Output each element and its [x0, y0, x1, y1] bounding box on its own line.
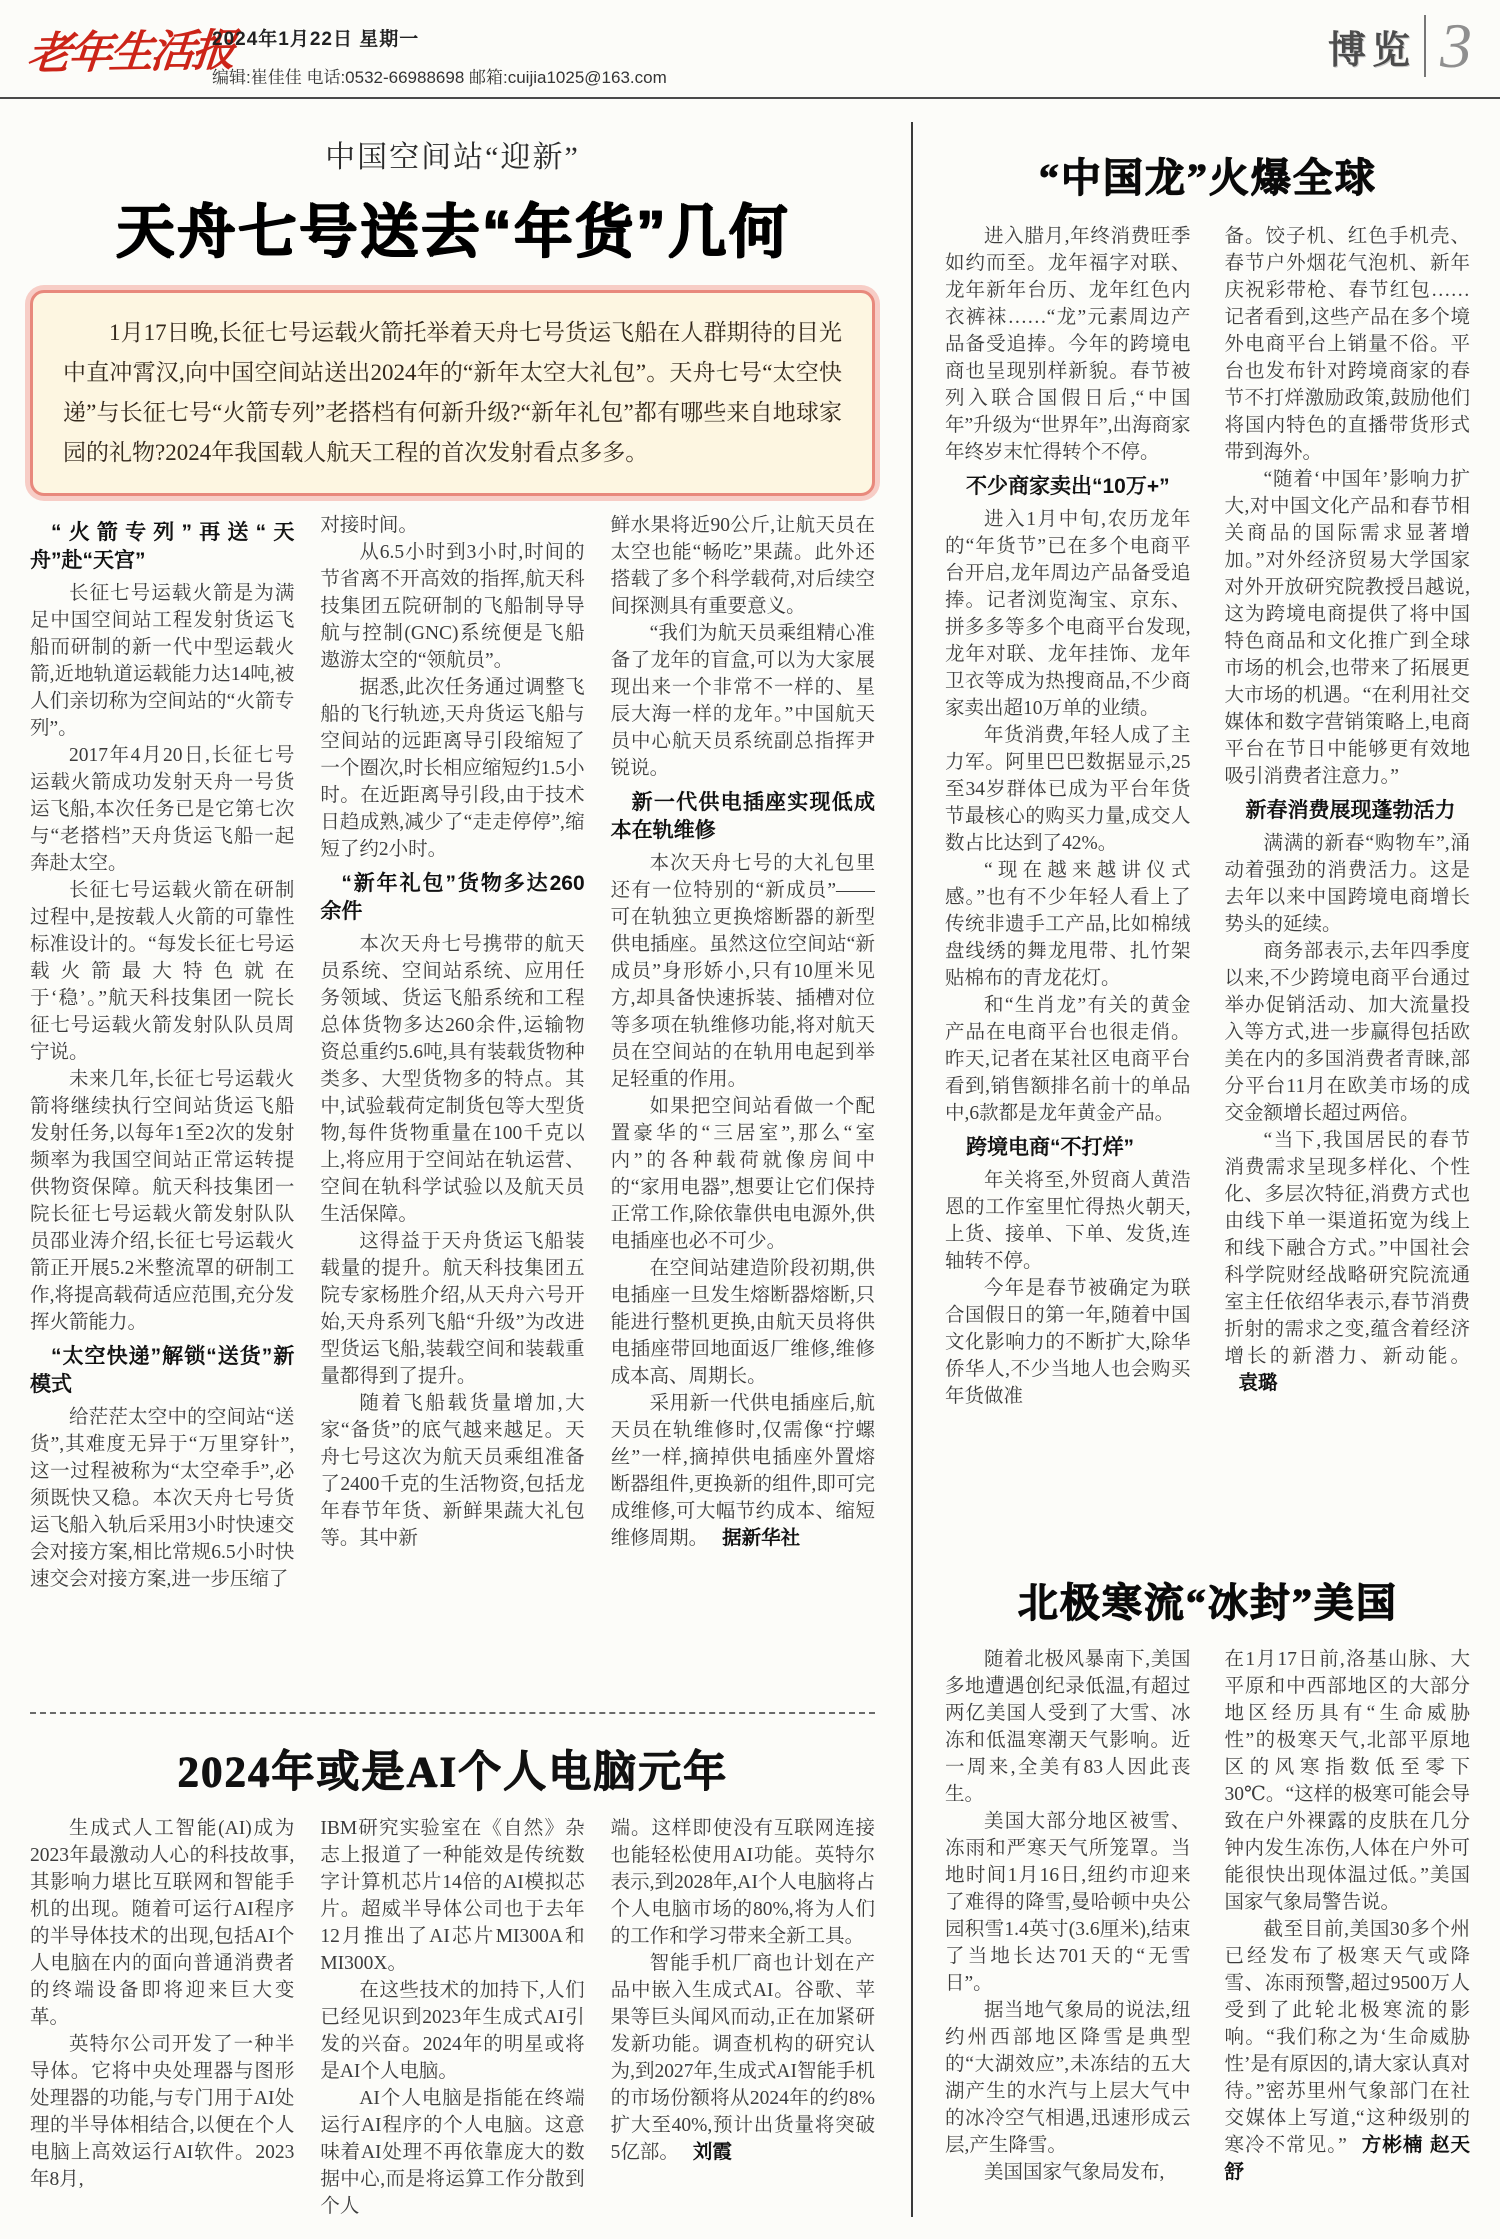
page-header	[0, 0, 1500, 99]
paragraph: 备。饺子机、红色手机壳、春节户外烟花气泡机、新年庆祝彩带枪、春节红包……记者看到,这些产品在多个境外电商平台上销量不俗。平台也发布针对跨境商家的春节不打烊激励政策,鼓励他们将国内特色的直播带货形式带到海外。	[1224, 226, 1470, 463]
byline: 方彬楠 赵天舒	[1224, 2134, 1470, 2183]
article-arctic	[945, 1571, 1470, 2206]
subheading: “新年礼包”货物多达260余件	[320, 872, 585, 923]
paragraph: 据悉,此次任务通过调整飞船的飞行轨迹,天舟货运飞船与空间站的远距离导引段缩短了一个圈次,时长相应缩短约1.5小时。在近距离导引段,由于技术日趋成熟,减少了“走走停停”,缩短了约2小时。	[320, 677, 585, 860]
paragraph: “现在越来越讲仪式感。”也有不少年轻人看上了传统非遗手工产品,比如棉绒盘线绣的舞龙甩带、扎竹架贴棉布的青龙花灯。	[945, 860, 1191, 989]
paragraph: 智能手机厂商也计划在产品中嵌入生成式AI。谷歌、苹果等巨头闻风而动,正在加紧研发新功能。调查机构的研究认为,到2027年,生成式AI智能手机的市场份额将从2024年的约8%扩大至40%,预计出货量将突破5亿部。 刘霞	[610, 1953, 875, 2163]
paragraph: 随着北极风暴南下,美国多地遭遇创纪录低温,有超过两亿美国人受到了大雪、冰冻和低温寒潮天气影响。近一周来,全美有83人因此丧生。	[945, 1649, 1191, 1805]
paragraph: 年关将至,外贸商人黄浩恩的工作室里忙得热火朝天,上货、接单、下单、发货,连轴转不停。	[945, 1170, 1191, 1272]
paragraph: “随着‘中国年’影响力扩大,对中国文化产品和春节相关商品的国际需求显著增加。”对外经济贸易大学国家对外开放研究院教授吕越说,这为跨境电商提供了将中国特色商品和文化推广到全球市场的机会,也带来了拓展更大市场的机遇。“在利用社交媒体和数字营销策略上,电商平台在节日中能够更有效地吸引消费者注意力。”	[1224, 469, 1470, 787]
subheading: 新一代供电插座实现低成本在轨维修	[610, 791, 875, 842]
paragraph: 生成式人工智能(AI)成为2023年最激动人心的科技故事,其影响力堪比互联网和智能手机的出现。随着可运行AI程序的半导体技术的出现,包括AI个人电脑在内的面向普通消费者的终端设备即将迎来巨大变革。	[30, 1818, 295, 2028]
paragraph: 如果把空间站看做一个配置豪华的“三居室”,那么“室内”的各种载荷就像房间中的“家用电器”,想要让它们保持正常工作,除依靠供电电源外,供电插座也必不可少。	[610, 1096, 875, 1252]
paragraph: 在1月17日前,洛基山脉、大平原和中西部地区的大部分地区经历具有“生命威胁性”的极寒天气,北部平原地区的风寒指数低至零下30℃。“这样的极寒可能会导致在户外裸露的皮肤在几分钟内发生冻伤,人体在户外可能很快出现体温过低。”美国国家气象局警告说。	[1224, 1649, 1470, 1913]
byline: 袁璐	[1238, 1372, 1278, 1394]
newspaper-logo: 老年生活报	[25, 26, 235, 79]
intro-box	[30, 290, 875, 496]
paragraph: 随着飞船载货量增加,大家“备货”的底气越来越足。天舟七号这次为航天员乘组准备了2400千克的生活物资,包括龙年春节年货、新鲜果蔬大礼包等。其中新	[320, 1393, 585, 1549]
byline: 据新华社	[722, 1527, 801, 1549]
left-section	[30, 100, 875, 2239]
paragraph: 从6.5小时到3小时,时间的节省离不开高效的指挥,航天科技集团五院研制的飞船制导导航与控制(GNC)系统便是飞船遨游太空的“领航员”。	[320, 542, 585, 671]
paragraph: 长征七号运载火箭是为满足中国空间站工程发射货运飞船而研制的新一代中型运载火箭,近地轨道运载能力达14吨,被人们亲切称为空间站的“火箭专列”。	[30, 583, 295, 739]
corner-divider	[1424, 15, 1426, 77]
article-column	[320, 1815, 584, 2239]
paragraph: “我们为航天员乘组精心准备了龙年的盲盒,可以为大家展现出来一个非常不一样的、星辰大海一样的龙年。”中国航天员中心航天员系统副总指挥尹锐说。	[610, 623, 875, 779]
subheading: “太空快递”解锁“送货”新模式	[30, 1345, 295, 1396]
page-number: 3	[1440, 10, 1472, 81]
right-section	[945, 112, 1470, 2206]
article-ai	[30, 1738, 875, 2239]
article-column	[30, 512, 294, 1704]
paragraph: 和“生肖龙”有关的黄金产品在电商平台也很走俏。昨天,记者在某社区电商平台看到,销售额排名前十的单品中,6款都是龙年黄金产品。	[945, 995, 1191, 1124]
paragraph: 满满的新春“购物车”,涌动着强劲的消费活力。这是去年以来中国跨境电商增长势头的延续。	[1224, 833, 1470, 935]
article-columns	[30, 512, 875, 1704]
paragraph: 据当地气象局的说法,纽约州西部地区降雪是典型的“大湖效应”,未冻结的五大湖产生的水汽与上层大气中的冰冷空气相遇,迅速形成云层,产生降雪。	[945, 2000, 1191, 2156]
section-label: 博览	[1327, 29, 1416, 72]
intro-text: 1月17日晚,长征七号运载火箭托举着天舟七号货运飞船在人群期待的目光中直冲霄汉,向中国空间站送出2024年的“新年太空大礼包”。天舟七号“太空快递”与长征七号“火箭专列”老搭档有何新升级?“新年礼包”都有哪些来自地球家园的礼物?2024年我国载人航天工程的首次发射看点多多。	[63, 320, 842, 465]
article-column	[1225, 1646, 1471, 2206]
article-headline: “中国龙”火爆全球	[1038, 155, 1377, 200]
article-column	[1225, 223, 1471, 1541]
byline: 刘霞	[692, 2141, 732, 2163]
paragraph: 鲜水果将近90公斤,让航天员在太空也能“畅吃”果蔬。此外还搭载了多个科学载荷,对后续空间探测具有重要意义。	[610, 515, 875, 617]
article-columns	[945, 223, 1470, 1541]
article-column	[320, 512, 584, 1704]
article-column	[611, 1815, 875, 2239]
editor-line: 编辑:崔佳佳 电话:0532-66988698 邮箱:cuijia1025@163.com	[212, 68, 667, 87]
subheading: 不少商家卖出“10万+”	[966, 475, 1170, 498]
paragraph: IBM研究实验室在《自然》杂志上报道了一种能效是传统数字计算机芯片14倍的AI模拟芯片。超威半导体公司也于去年12月推出了AI芯片MI300A和MI300X。	[320, 1818, 585, 1974]
paragraph: 这得益于天舟货运飞船装载量的提升。航天科技集团五院专家杨胜介绍,从天舟六号开始,天舟系列飞船“升级”为改进型货运飞船,装载空间和装载重量都得到了提升。	[320, 1231, 585, 1387]
article-column	[611, 512, 875, 1704]
subheading: “火箭专列”再送“天舟”赴“天宫”	[30, 521, 295, 572]
paragraph: 对接时间。	[320, 515, 418, 536]
paragraph: 2017年4月20日,长征七号运载火箭成功发射天舟一号货运飞船,本次任务已是它第七次与“老搭档”天舟货运飞船一起奔赴太空。	[30, 745, 295, 874]
paragraph: 英特尔公司开发了一种半导体。它将中央处理器与图形处理器的功能,与专门用于AI处理的半导体相结合,以便在个人电脑上高效运行AI软件。2023年8月,	[30, 2034, 295, 2190]
paragraph: 今年是春节被确定为联合国假日的第一年,随着中国文化影响力的不断扩大,除华侨华人,不少当地人也会购买年货做准	[945, 1278, 1191, 1407]
paragraph: AI个人电脑是指能在终端运行AI程序的个人电脑。这意味着AI处理不再依靠庞大的数据中心,而是将运算工作分散到个人	[320, 2088, 585, 2217]
paragraph: 年货消费,年轻人成了主力军。阿里巴巴数据显示,25至34岁群体已成为平台年货节最核心的购买力量,成交人数占比达到了42%。	[945, 725, 1191, 854]
paragraph: 未来几年,长征七号运载火箭将继续执行空间站货运飞船发射任务,以每年1至2次的发射频率为我国空间站正常运转提供物资保障。航天科技集团一院长征七号运载火箭发射队队员邵业涛介绍,长征七号运载火箭正开展5.2米整流罩的研制工作,将提高载荷适应范围,充分发挥火箭能力。	[30, 1069, 295, 1333]
paragraph: 截至目前,美国30多个州已经发布了极寒天气或降雪、冻雨预警,超过9500万人受到了此轮北极寒流的影响。“我们称之为‘生命威胁性’是有原因的,请大家认真对待。”密苏里州气象部门在社交媒体上写道,“这种级别的寒冷不常见。” 方彬楠 赵天舒	[1224, 1919, 1470, 2183]
dashed-separator	[30, 1712, 875, 1714]
paragraph: “当下,我国居民的春节消费需求呈现多样化、个性化、多层次特征,消费方式也由线下单一渠道拓宽为线上和线下融合方式。”中国社会科学院财经战略研究院流通室主任依绍华表示,春节消费折射的需求之变,蕴含着经济增长的新潜力、新动能。袁璐	[1224, 1130, 1470, 1394]
paragraph: 在空间站建造阶段初期,供电插座一旦发生熔断器熔断,只能进行整机更换,由航天员将供电插座带回地面返厂维修,维修成本高、周期长。	[610, 1258, 875, 1387]
article-column	[945, 223, 1191, 1541]
article-headline: 天舟七号送去“年货”几何	[115, 199, 790, 264]
paragraph: 美国国家气象局发布,	[984, 2162, 1165, 2183]
paragraph: 进入腊月,年终消费旺季如约而至。龙年福字对联、龙年新年台历、龙年红色内衣裤袜……“龙”元素周边产品备受追捧。今年的跨境电商也呈现别样新貌。春节被列入联合国假日后,“中国年”升级为“世界年”,出海商家年终岁末忙得转个不停。	[945, 226, 1191, 463]
article-column	[945, 1646, 1191, 2206]
paragraph: 端。这样即使没有互联网连接也能轻松使用AI功能。英特尔表示,到2028年,AI个人电脑将占个人电脑市场的80%,将为人们的工作和学习带来全新工具。	[610, 1818, 875, 1947]
paragraph: 本次天舟七号的大礼包里还有一位特别的“新成员”——可在轨独立更换熔断器的新型供电插座。虽然这位空间站“新成员”身形娇小,只有10厘米见方,却具备快速拆装、插槽对位等多项在轨维修功能,将对航天员在空间站的在轨用电起到举足轻重的作用。	[610, 853, 875, 1090]
paragraph: 商务部表示,去年四季度以来,不少跨境电商平台通过举办促销活动、加大流量投入等方式,进一步赢得包括欧美在内的多国消费者青睐,部分平台11月在欧美市场的成交金额增长超过两倍。	[1224, 941, 1470, 1124]
subheading: 跨境电商“不打烊”	[966, 1136, 1134, 1159]
paragraph: 本次天舟七号携带的航天员系统、空间站系统、应用任务领域、货运飞船系统和工程总体货物多达260余件,运输物资总重约5.6吨,具有装载货物种类多、大型货物多的特点。其中,试验载荷定制货包等大型货物,每件货物重量在100千克以上,将应用于空间站在轨运营、空间在轨科学试验以及航天员生活保障。	[320, 934, 585, 1225]
paragraph: 在这些技术的加持下,人们已经见识到2023年生成式AI引发的兴奋。2024年的明星或将是AI个人电脑。	[320, 1980, 585, 2082]
paragraph: 给茫茫太空中的空间站“送货”,其难度无异于“万里穿针”,这一过程被称为“太空牵手”,必须既快又稳。本次天舟七号货运飞船入轨后采用3小时快速交会对接方案,相比常规6.5小时快速交会对接方案,进一步压缩了	[30, 1407, 295, 1590]
paragraph: 采用新一代供电插座后,航天员在轨维修时,仅需像“拧螺丝”一样,摘掉供电插座外置熔断器组件,更换新的组件,即可完成维修,可大幅节约成本、缩短维修周期。 据新华社	[610, 1393, 875, 1549]
article-headline: 北极寒流“冰封”美国	[1017, 1580, 1398, 1625]
article-tianzhou	[30, 132, 875, 1704]
article-columns	[945, 1646, 1470, 2206]
article-headline: 2024年或是AI个人电脑元年	[177, 1749, 728, 1796]
page-corner	[1327, 10, 1472, 81]
masthead-info	[212, 24, 667, 88]
article-column	[30, 1815, 294, 2239]
article-columns	[30, 1815, 875, 2239]
paragraph: 进入1月中旬,农历龙年的“年货节”已在多个电商平台开启,龙年周边产品备受追捧。记者浏览淘宝、京东、拼多多等多个电商平台发现,龙年对联、龙年挂饰、龙年卫衣等成为热搜商品,不少商家卖出超10万单的业绩。	[945, 509, 1191, 719]
article-kicker: 中国空间站“迎新”	[325, 141, 580, 174]
subheading: 新春消费展现蓬勃活力	[1245, 799, 1456, 822]
date-line: 2024年1月22日 星期一	[212, 29, 420, 50]
paragraph: 长征七号运载火箭在研制过程中,是按载人火箭的可靠性标准设计的。“每发长征七号运载火箭最大特色就在于‘稳’。”航天科技集团一院长征七号运载火箭发射队队员周宁说。	[30, 880, 295, 1063]
article-dragon	[945, 146, 1470, 1541]
main-vertical-divider	[911, 122, 913, 2217]
paragraph: 美国大部分地区被雪、冻雨和严寒天气所笼罩。当地时间1月16日,纽约市迎来了难得的降雪,曼哈顿中央公园积雪1.4英寸(3.6厘米),结束了当地长达701天的“无雪日”。	[945, 1811, 1191, 1994]
